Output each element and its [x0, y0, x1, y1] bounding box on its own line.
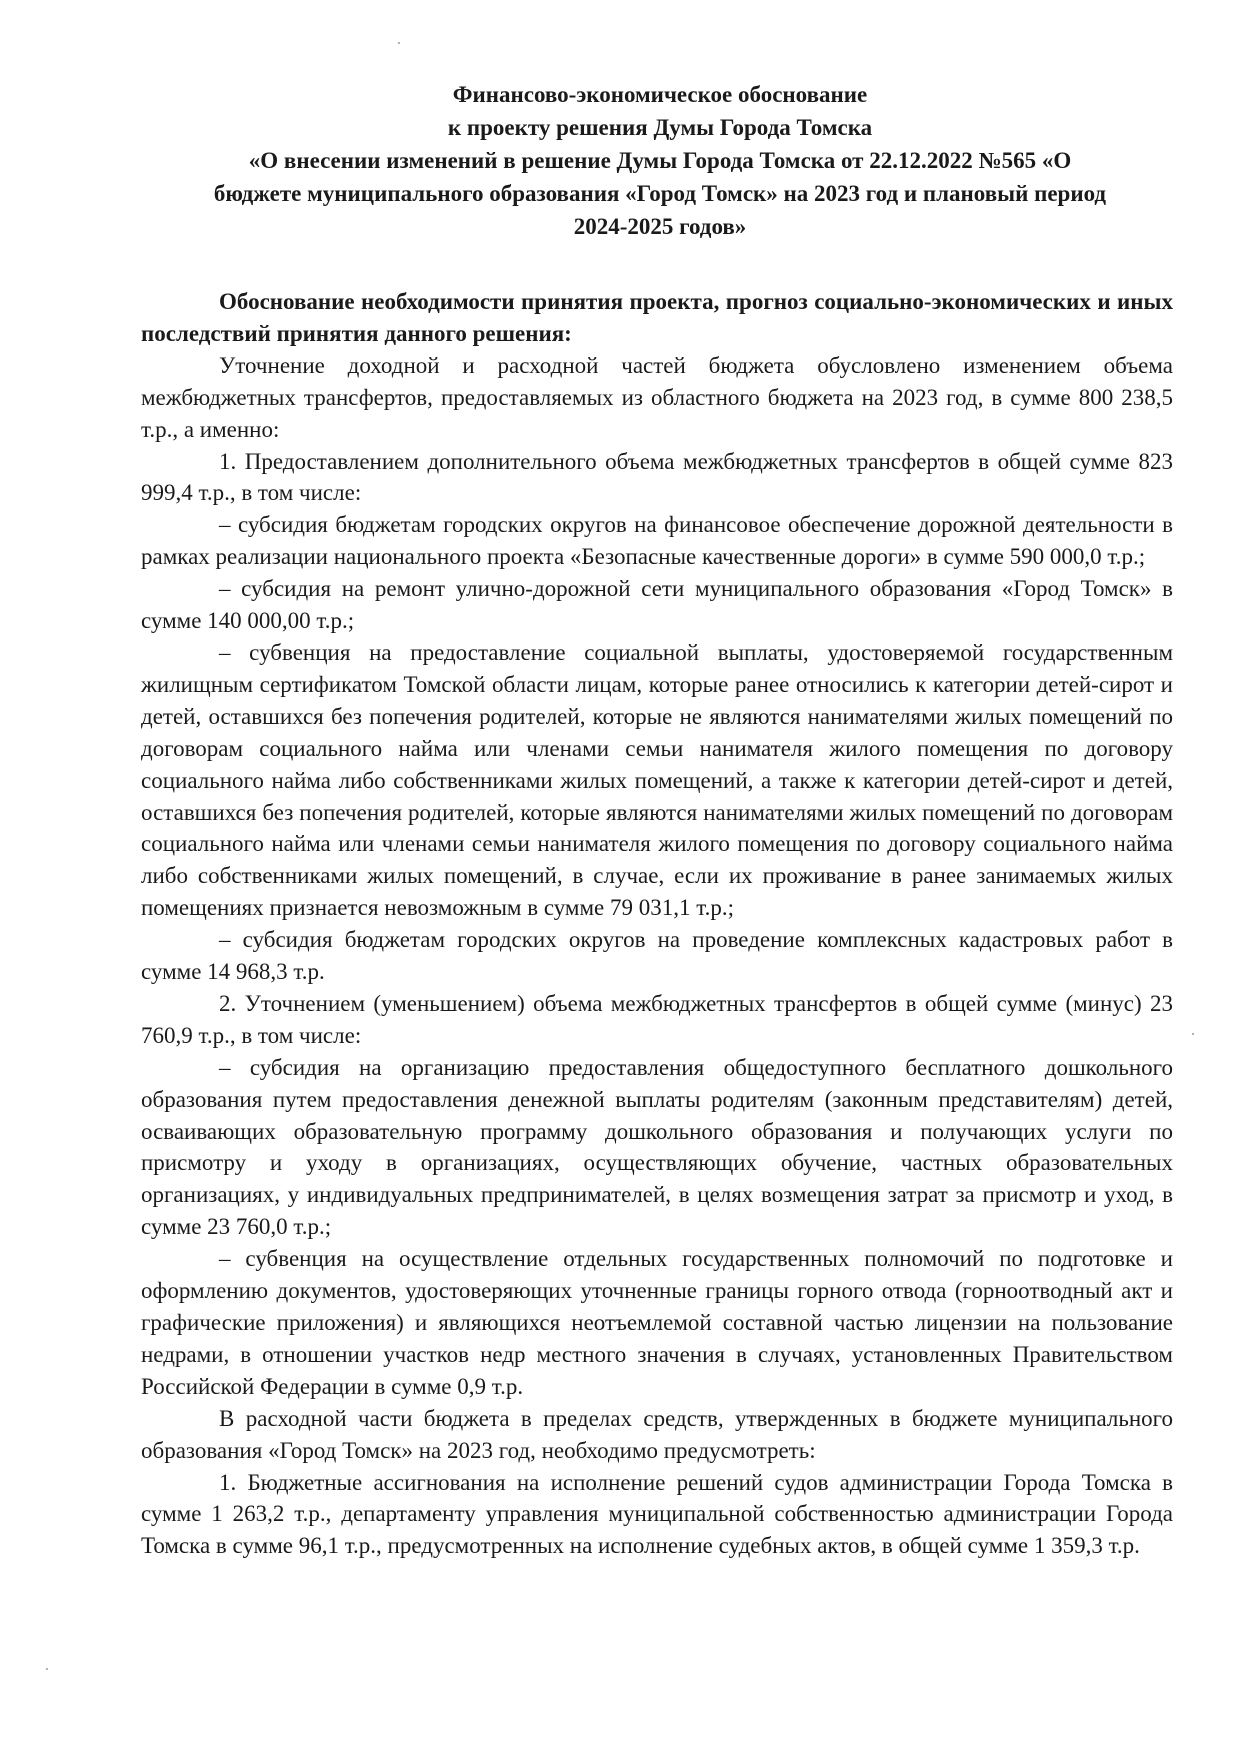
- title-line: Финансово-экономическое обоснование: [452, 82, 868, 107]
- paragraph-subitem: – субвенция на осуществление отдельных государственных полномочий по подготовке и оформлению документов, удостоверяющих уточненные границы горного отвода (горноотводный акт и графические приложения) и являющихся неотъемлемой составной частью лицензии на пользование недрами, в отношении участков недр местного значения в случаях, установленных Правительством Российской Федерации в сумме 0,9 т.р.: [141, 1246, 1173, 1399]
- title-line: к проекту решения Думы Города Томска: [447, 115, 873, 140]
- paragraph-subitem: – субсидия бюджетам городских округов на проведение комплексных кадастровых работ в сумме 14 968,3 т.р.: [141, 927, 1173, 985]
- scan-speck: [1192, 1033, 1194, 1035]
- paragraph-subitem: – субсидия на ремонт улично-дорожной сети муниципального образования «Город Томск» в сумме 140 000,00 т.р.;: [141, 576, 1173, 634]
- title-line: бюджете муниципального образования «Город Томск» на 2023 год и плановый период: [213, 181, 1107, 206]
- title-line: 2024-2025 годов»: [573, 214, 747, 239]
- paragraph-expenditure-intro: В расходной части бюджета в пределах средств, утвержденных в бюджете муниципального образования «Город Томск» на 2023 год, необходимо предусмотреть:: [141, 1405, 1173, 1463]
- title-line: «О внесении изменений в решение Думы Города Томска от 22.12.2022 №565 «О: [248, 148, 1072, 173]
- paragraph-expenditure-item-1: 1. Бюджетные ассигнования на исполнение решений судов администрации Города Томска в сумме 1 263,2 т.р., департаменту управления муниципальной собственностью администрации Города Томска в сумме 96,1 т.р., предусмотренных на исполнение судебных актов, в общей сумме 1 359,3 т.р.: [141, 1469, 1173, 1559]
- scan-speck: [398, 42, 400, 44]
- document-body: [141, 286, 1173, 1562]
- section-heading: Обоснование необходимости принятия проекта, прогноз социально-экономических и иных последствий принятия данного решения:: [141, 289, 1173, 346]
- paragraph-subitem: – субсидия бюджетам городских округов на финансовое обеспечение дорожной деятельности в рамках реализации национального проекта «Безопасные качественные дороги» в сумме 590 000,0 т.р.;: [141, 512, 1173, 570]
- paragraph-subitem: – субвенция на предоставление социальной выплаты, удостоверяемой государственным жилищным сертификатом Томской области лицам, которые ранее относились к категории детей-сирот и детей, оставшихся без попечения родителей, которые не являются нанимателями жилых помещений по договорам социального найма или членами семьи нанимателя жилого помещения по договору социального найма либо собственниками жилых помещений, а также к категории детей-сирот и детей, оставшихся без попечения родителей, которые являются нанимателями жилых помещений по договорам социального найма или членами семьи нанимателя жилого помещения по договору социального найма либо собственниками жилых помещений, в случае, если их проживание в ранее занимаемых жилых помещениях признается невозможным в сумме 79 031,1 т.р.;: [141, 639, 1173, 921]
- paragraph-item-1: 1. Предоставлением дополнительного объема межбюджетных трансфертов в общей сумме 823 999,4 т.р., в том числе:: [141, 448, 1173, 506]
- paragraph-intro: Уточнение доходной и расходной частей бюджета обусловлено изменением объема межбюджетных трансфертов, предоставляемых из областного бюджета на 2023 год, в сумме 800 238,5 т.р., а именно:: [141, 352, 1173, 442]
- paragraph-item-2: 2. Уточнением (уменьшением) объема межбюджетных трансфертов в общей сумме (минус) 23 760,9 т.р., в том числе:: [141, 990, 1173, 1048]
- paragraph-subitem: – субсидия на организацию предоставления общедоступного бесплатного дошкольного образования путем предоставления денежной выплаты родителям (законным представителям) детей, осваивающих образовательную программу дошкольного образования и получающих услуги по присмотру и уходу в организациях, осуществляющих обучение, частных образовательных организациях, у индивидуальных предпринимателей, в целях возмещения затрат за присмотр и уход, в сумме 23 760,0 т.р.;: [141, 1054, 1173, 1240]
- document-title: [140, 78, 1180, 243]
- scan-speck: [46, 1668, 48, 1670]
